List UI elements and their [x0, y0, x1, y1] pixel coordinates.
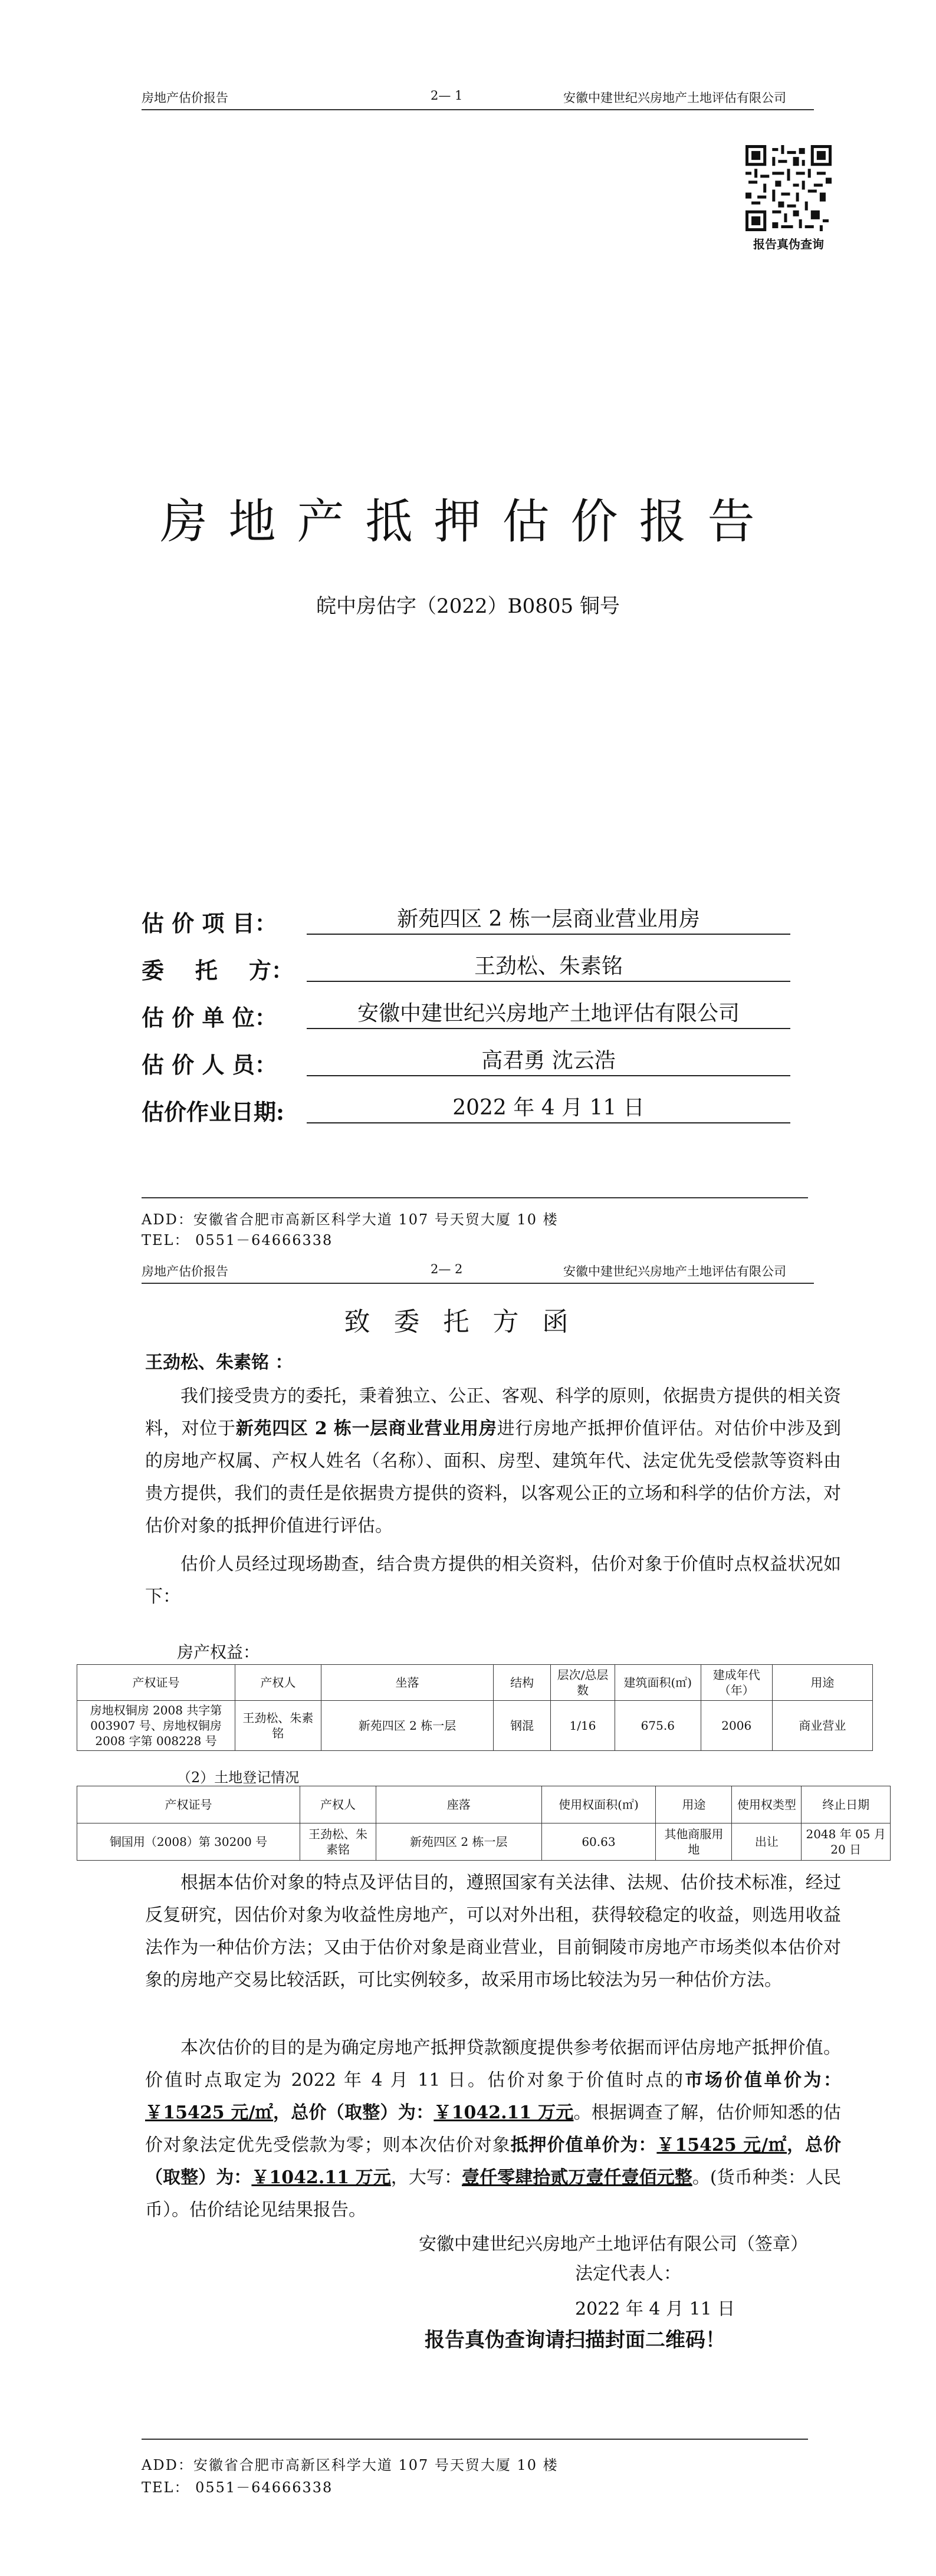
table-cell: 675.6 — [615, 1701, 701, 1751]
p4-capital-label: ，大写： — [390, 2167, 462, 2188]
p1-text-a: 我们接受贵方的委托，秉着独立、公正、客观、科学的原则，依据贵方提供的相关资料，对位于 — [145, 1386, 841, 1439]
p4-mortgage-label: 抵押价值单价为： — [510, 2135, 657, 2156]
table-header-cell: 产权证号 — [77, 1665, 235, 1701]
page1-header-right: 安徽中建世纪兴房地产土地评估有限公司 — [563, 91, 786, 105]
page1-footer-tel: TEL： 0551－64666338 — [142, 1232, 333, 1248]
table-header-cell: 终止日期 — [802, 1786, 891, 1823]
p4-mortgage-unit-price: ￥15425 元/㎡ — [656, 2135, 787, 2156]
field-label: 估 价 人 员： — [142, 1052, 277, 1078]
table-cell: 2048 年 05 月 20 日 — [802, 1823, 891, 1861]
table-header-cell: 产权人 — [300, 1786, 376, 1823]
table-header-cell: 层次/总层数 — [551, 1665, 615, 1701]
p1-property-name: 新苑四区 2 栋一层商业营业用房 — [235, 1418, 497, 1439]
table-header-row — [77, 1665, 873, 1701]
field-label: 估价作业日期: — [142, 1099, 285, 1125]
table-cell: 铜国用（2008）第 30200 号 — [77, 1823, 300, 1861]
table-cell: 商业营业 — [772, 1701, 872, 1751]
p4-text-f: 。根据调查了解，估价师知悉的估价对象法定优先受偿款为零；则本次估价对象 — [145, 2102, 842, 2156]
page1-header-left: 房地产估价报告 — [142, 91, 228, 105]
page1-header-page: 2— 1 — [431, 88, 463, 103]
paragraph-2: 估价人员经过现场勘查，结合贵方提供的相关资料，估价对象于价值时点权益状况如下： — [145, 1554, 841, 1607]
table-header-cell: 使用权类型 — [732, 1786, 802, 1823]
table-cell: 2006 — [701, 1701, 772, 1751]
p4-mortgage-total-label: ，总价（取整）为： — [145, 2135, 842, 2188]
table-header-cell: 建筑面积(㎡) — [615, 1665, 701, 1701]
paragraph-4 — [145, 2032, 841, 2226]
letter-title: 致委托方函 — [344, 1307, 592, 1337]
table-cell: 新苑四区 2 栋一层 — [376, 1823, 541, 1861]
table-cell: 出让 — [732, 1823, 802, 1861]
page1-header-rule — [142, 109, 814, 110]
p1-text-c: 进行房地产抵押价值评估。对估价中涉及到的房地产权属、产权人姓名（名称）、面积、房型、建筑年代、法定优先受偿款等资料由贵方提供，我们的责任是依据贵方提供的资料，以客观公正的立场和科学的估价方法，对估价对象的抵押价值进行评估。 — [145, 1418, 842, 1536]
qr-caption: 报告真伪查询 — [753, 237, 824, 251]
p4-market-total: ￥1042.11 万元 — [433, 2102, 574, 2123]
page1-footer-address: ADD：安徽省合肥市高新区科学大道 107 号天贸大厦 10 楼 — [142, 1211, 559, 1228]
table-cell: 其他商服用地 — [656, 1823, 732, 1861]
field-value: 新苑四区 2 栋一层商业营业用房 — [307, 908, 790, 935]
table-cell: 钢混 — [494, 1701, 551, 1751]
table-header-cell: 产权证号 — [77, 1786, 300, 1823]
page2-footer-address: ADD：安徽省合肥市高新区科学大道 107 号天贸大厦 10 楼 — [142, 2457, 559, 2473]
field-value: 2022 年 4 月 11 日 — [307, 1096, 790, 1123]
p4-total-label: ，总价（取整）为： — [273, 2102, 434, 2123]
page2-header-page: 2— 2 — [431, 1262, 463, 1276]
page2-header-rule — [142, 1283, 814, 1284]
p4-text-m: 。(货币种类：人民币）。估价结论见结果报告。 — [145, 2167, 842, 2220]
rights-label: 房产权益： — [177, 1642, 260, 1662]
field-label: 估 价 项 目： — [142, 910, 277, 937]
table-header-cell: 坐落 — [321, 1665, 494, 1701]
table-cell: 60.63 — [541, 1823, 656, 1861]
house-rights-table — [77, 1664, 873, 1751]
table-cell: 房地权铜房 2008 共字第 003907 号、房地权铜房 2008 字第 008228 号 — [77, 1701, 235, 1751]
table-cell: 王劲松、朱素铭 — [300, 1823, 376, 1861]
table-cell: 王劲松、朱素铭 — [235, 1701, 321, 1751]
table-row — [77, 1823, 891, 1861]
table-header-cell: 用途 — [656, 1786, 732, 1823]
table-header-cell: 座落 — [376, 1786, 541, 1823]
table-cell: 新苑四区 2 栋一层 — [321, 1701, 494, 1751]
table-header-cell: 产权人 — [235, 1665, 321, 1701]
p4-capital-amount: 壹仟零肆拾贰万壹仟壹佰元整 — [462, 2167, 692, 2188]
field-value: 王劲松、朱素铭 — [307, 955, 790, 982]
p4-market-label: 市场价值单价为： — [685, 2070, 842, 2091]
authenticity-notice: 报告真伪查询请扫描封面二维码！ — [425, 2328, 725, 2352]
field-label: 委 托 方： — [142, 957, 294, 984]
page2-footer-tel: TEL： 0551－64666338 — [142, 2479, 333, 2496]
company-signature: 安徽中建世纪兴房地产土地评估有限公司（签章） — [419, 2234, 808, 2255]
field-value: 安徽中建世纪兴房地产土地评估有限公司 — [307, 1002, 790, 1029]
page1-footer-rule — [142, 1197, 808, 1198]
table-header-cell: 结构 — [494, 1665, 551, 1701]
page2-footer-rule — [142, 2439, 808, 2440]
table-header-cell: 建成年代（年） — [701, 1665, 772, 1701]
letter-date: 2022 年 4 月 11 日 — [575, 2299, 735, 2319]
land-registration-table — [77, 1786, 891, 1861]
field-label: 估 价 单 位： — [142, 1004, 277, 1031]
land-label: （2）土地登记情况 — [177, 1769, 300, 1786]
report-doc-number: 皖中房估字（2022）B0805 铜号 — [316, 594, 620, 618]
table-header-row — [77, 1786, 891, 1823]
report-title: 房地产抵押估价报告 — [160, 494, 776, 549]
salutation: 王劲松、朱素铭 ： — [145, 1352, 293, 1373]
qr-code-icon[interactable] — [745, 145, 832, 231]
table-cell: 1/16 — [551, 1701, 615, 1751]
table-row — [77, 1701, 873, 1751]
field-value: 高君勇 沈云浩 — [307, 1049, 790, 1076]
paragraph-3: 根据本估价对象的特点及评估目的，遵照国家有关法律、法规、估价技术标准，经过反复研究，因估价对象为收益性房地产，可以对外出租，获得较稳定的收益，则选用收益法作为一种估价方法；又由于估价对象是商业营业，目前铜陵市房地产市场类似本估价对象的房地产交易比较活跃，可比实例较多，故采用市场比较法为另一种估价方法。 — [145, 1872, 841, 1990]
p4-text-a: 本次估价的目的是为确定房地产抵押贷款额度提供参考依据而评估房地产抵押价值。价值时点取定为 2022 年 4 月 11 日。估价对象于价值时点的 — [145, 2038, 841, 2091]
p4-market-unit-price: ￥15425 元/㎡ — [145, 2102, 274, 2123]
page2-header-right: 安徽中建世纪兴房地产土地评估有限公司 — [563, 1264, 786, 1279]
p4-mortgage-total: ￥1042.11 万元 — [251, 2167, 391, 2188]
legal-representative: 法定代表人： — [575, 2263, 681, 2284]
table-header-cell: 使用权面积(㎡) — [541, 1786, 656, 1823]
page2-header-left: 房地产估价报告 — [142, 1264, 228, 1279]
paragraph-1 — [145, 1380, 841, 1542]
table-header-cell: 用途 — [772, 1665, 872, 1701]
